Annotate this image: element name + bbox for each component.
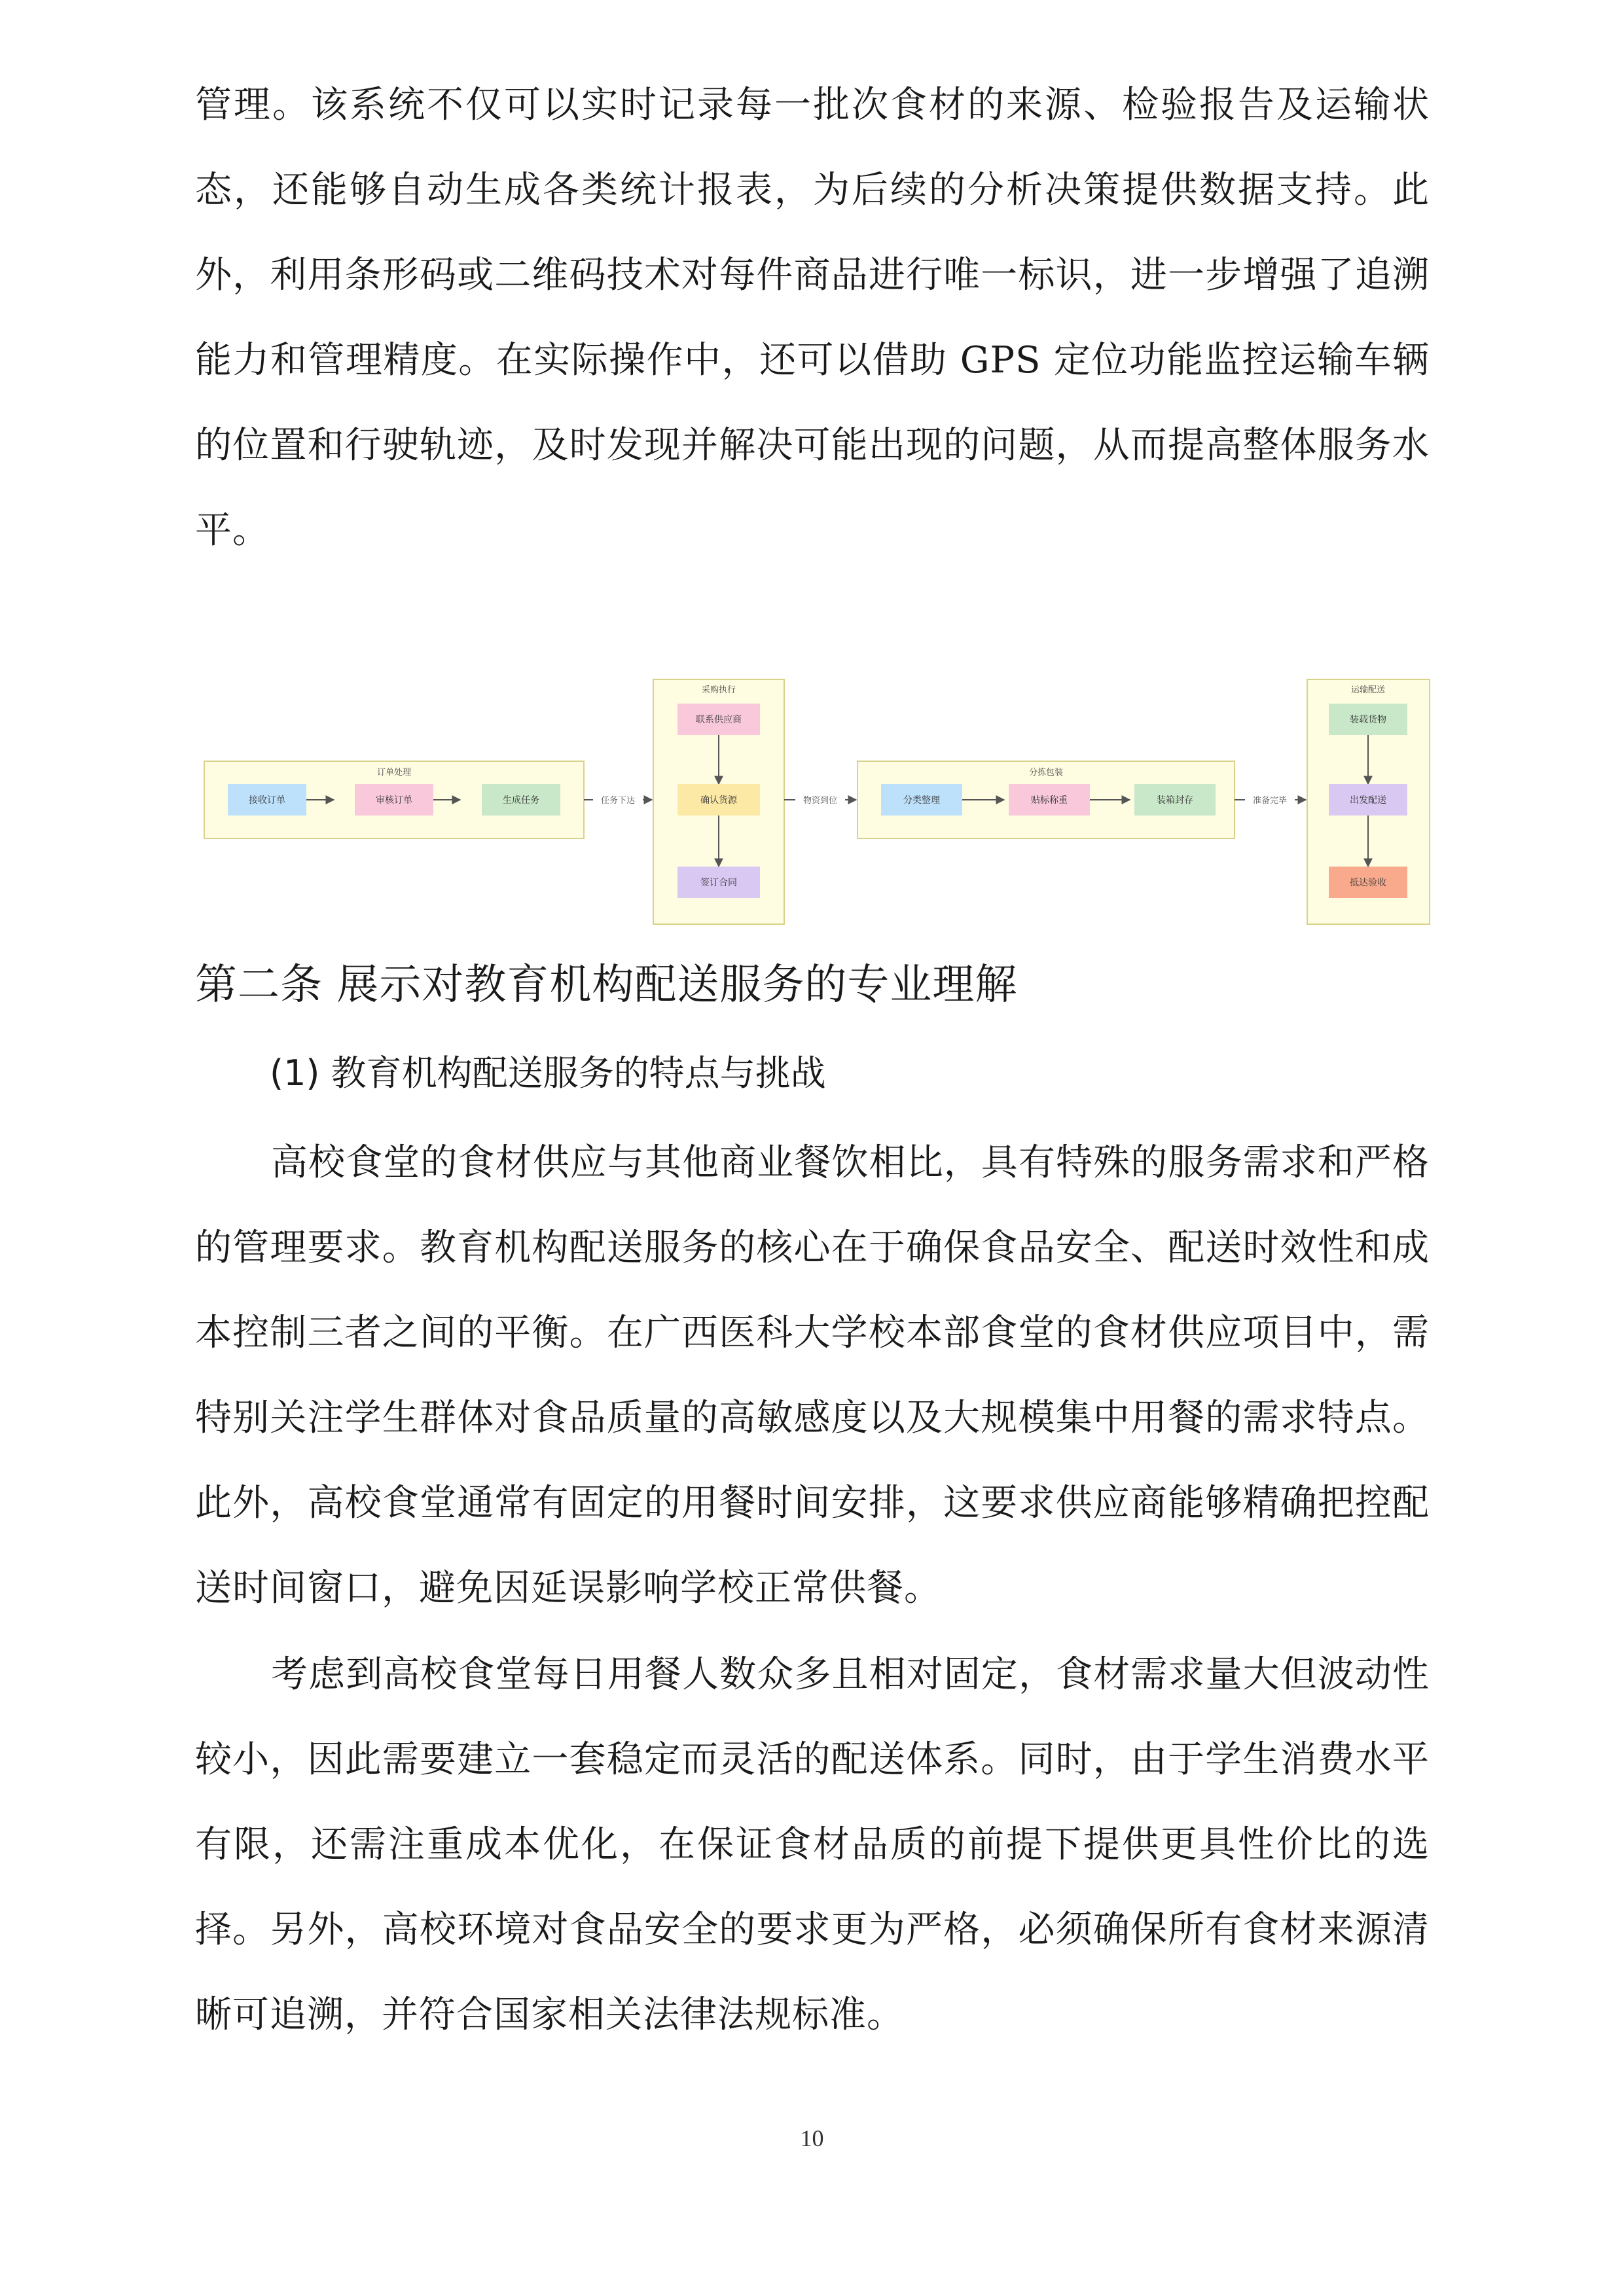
process-flow-diagram xyxy=(196,674,1440,933)
connector-ready xyxy=(1235,793,1306,807)
svg-text:接收订单: 接收订单 xyxy=(249,795,285,806)
svg-text:分类整理: 分类整理 xyxy=(903,795,940,806)
svg-text:装箱封存: 装箱封存 xyxy=(1157,795,1193,806)
svg-text:任务下达: 任务下达 xyxy=(600,796,636,806)
node-contact-supplier xyxy=(677,704,760,735)
group-label-procure: 采购执行 xyxy=(701,685,736,695)
node-arrive-accept xyxy=(1329,867,1407,898)
node-pack-seal xyxy=(1134,784,1216,816)
svg-text:确认货源: 确认货源 xyxy=(700,795,737,806)
svg-text:联系供应商: 联系供应商 xyxy=(696,715,742,725)
node-generate-task xyxy=(482,784,560,816)
paragraph-2: 高校食堂的食材供应与其他商业餐饮相比，具有特殊的服务需求和严格的管理要求。教育机构配送服务的核心在于确保食品安全、配送时效性和成本控制三者之间的平衡。在广西医科大学校本部食堂的食材供应项目中，需特别关注学生群体对食品质量的高敏感度以及大规模集中用餐的需求特点。此外，高校食堂通常有固定的用餐时间安排，这要求供应商能够精确把控配送时间窗口，避免因延误影响学校正常供餐。 xyxy=(195,1141,1430,1609)
node-sign-contract xyxy=(677,867,760,898)
node-classify xyxy=(881,784,962,816)
section-title: 第二条 展示对教育机构配送服务的专业理解 xyxy=(195,961,1018,1009)
svg-text:生成任务: 生成任务 xyxy=(503,795,539,806)
page-number: 10 xyxy=(800,2125,824,2151)
svg-text:签订合同: 签订合同 xyxy=(700,878,737,888)
group-label-sort: 分拣包装 xyxy=(1028,768,1064,778)
node-confirm-resource xyxy=(677,784,760,816)
svg-text:审核订单: 审核订单 xyxy=(376,795,412,806)
svg-text:物资到位: 物资到位 xyxy=(803,796,838,806)
connector-goods-arrived xyxy=(784,793,856,807)
node-label-weigh xyxy=(1009,784,1090,816)
node-review-order xyxy=(355,784,433,816)
paragraph-3: 考虑到高校食堂每日用餐人数众多且相对固定，食材需求量大但波动性较小，因此需要建立一套稳定而灵活的配送体系。同时，由于学生消费水平有限，还需注重成本优化，在保证食材品质的前提下提供更具性价比的选择。另外，高校环境对食品安全的要求更为严格，必须确保所有食材来源清晰可追溯，并符合国家相关法律法规标准。 xyxy=(195,1653,1430,2036)
svg-text:出发配送: 出发配送 xyxy=(1350,795,1386,806)
svg-text:抵达验收: 抵达验收 xyxy=(1350,878,1386,888)
sub-title: (1) 教育机构配送服务的特点与挑战 xyxy=(270,1052,826,1094)
svg-text:贴标称重: 贴标称重 xyxy=(1031,795,1068,806)
node-receive-order xyxy=(228,784,306,816)
svg-text:装载货物: 装载货物 xyxy=(1350,715,1386,725)
paragraph-1: 管理。该系统不仅可以实时记录每一批次食材的来源、检验报告及运输状态，还能够自动生成各类统计报表，为后续的分析决策提供数据支持。此外，利用条形码或二维码技术对每件商品进行唯一标识，进一步增强了追溯能力和管理精度。在实际操作中，还可以借助 GPS 定位功能监控运输车辆的位置和行驶轨迹，及时发现并解决可能出现的问题，从而提高整体服务水平。 xyxy=(195,84,1430,552)
connector-task-issued xyxy=(584,793,652,807)
group-label-delivery: 运输配送 xyxy=(1350,685,1386,695)
node-load-goods xyxy=(1329,704,1407,735)
node-depart xyxy=(1329,784,1407,816)
svg-text:准备完毕: 准备完毕 xyxy=(1252,796,1288,806)
group-label-order: 订单处理 xyxy=(376,768,412,778)
